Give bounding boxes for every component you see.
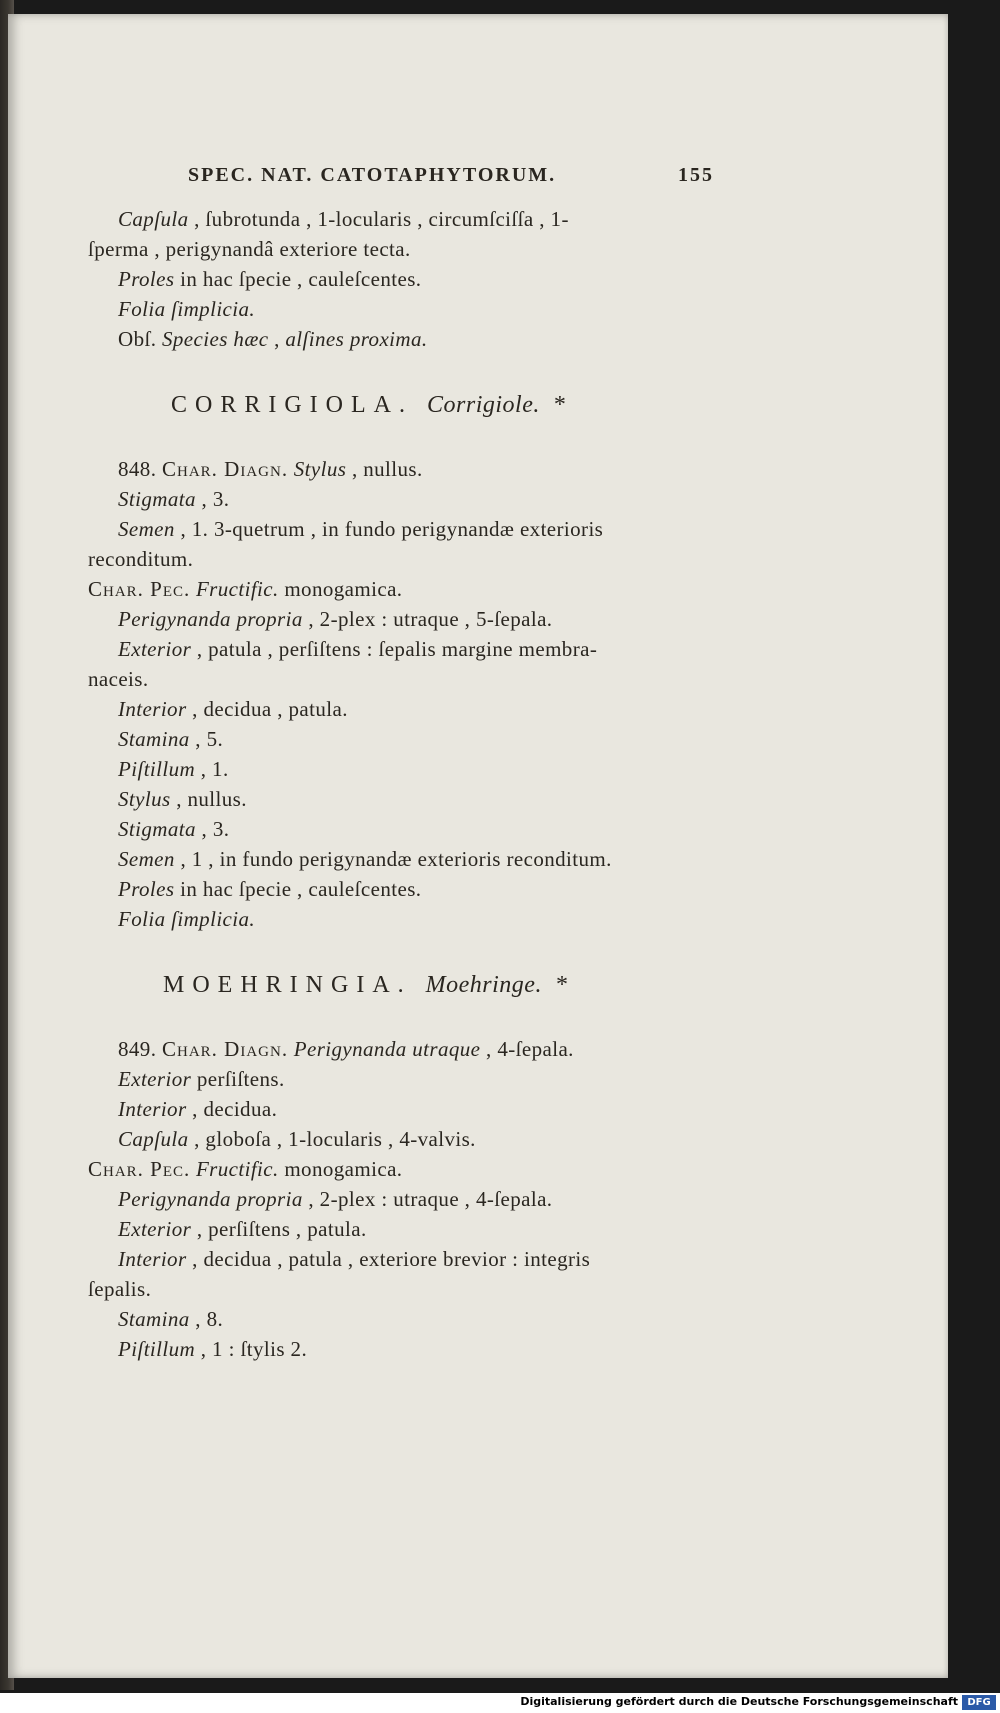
- text-line: [118, 1337, 307, 1362]
- italic-term: Folia ſimplicia.: [118, 297, 256, 321]
- text-line: [118, 697, 348, 722]
- text-segment: , 5.: [189, 727, 224, 751]
- text-segment: , 1.: [195, 757, 229, 781]
- digitization-footer: [0, 1693, 1000, 1713]
- text-segment: in hac ſpecie , cauleſcentes.: [174, 267, 422, 291]
- page-content: [8, 14, 948, 1678]
- book-page: [8, 14, 948, 1678]
- text-segment: , decidua , patula.: [186, 697, 348, 721]
- italic-term: Exterior: [118, 1067, 192, 1091]
- text-line: [118, 327, 428, 352]
- text-segment: , globoſa , 1-locularis , 4-valvis.: [188, 1127, 476, 1151]
- text-line: [118, 267, 421, 292]
- text-segment: monogamica.: [278, 1157, 403, 1181]
- italic-term: Stylus: [293, 457, 347, 481]
- italic-term: Proles: [118, 877, 175, 901]
- text-line: [118, 517, 603, 542]
- text-line: [118, 1097, 277, 1122]
- text-segment: , nullus.: [346, 457, 423, 481]
- text-segment: , patula , perſiſtens : ſepalis margine membra-: [191, 637, 598, 661]
- text-segment: , 3.: [195, 487, 230, 511]
- text-line: [118, 457, 423, 482]
- text-segment: , ſubrotunda , 1-locularis , circumſciſſa , 1-: [188, 207, 569, 231]
- text-segment: MOEHRINGIA.: [163, 972, 426, 998]
- text-line: [118, 787, 247, 812]
- text-line: [88, 547, 193, 572]
- text-line: [118, 817, 229, 842]
- text-line: [88, 667, 149, 692]
- italic-term: Capſula: [118, 207, 189, 231]
- text-segment: 849.: [118, 1037, 162, 1061]
- text-segment: , decidua.: [186, 1097, 278, 1121]
- text-segment: 848.: [118, 457, 162, 481]
- genus-heading: [163, 972, 576, 999]
- page-number-text: 155: [678, 164, 714, 186]
- italic-term: Fructific.: [195, 1157, 279, 1181]
- italic-term: Proles: [118, 267, 175, 291]
- italic-term: Exterior: [118, 637, 192, 661]
- italic-term: Semen: [118, 847, 175, 871]
- small-caps-term: Char. Pec.: [88, 577, 191, 601]
- text-line: [118, 907, 255, 932]
- text-segment: reconditum.: [88, 547, 194, 571]
- italic-term: Exterior: [118, 1217, 192, 1241]
- text-line: [88, 1157, 402, 1182]
- italic-term: Stylus: [118, 787, 171, 811]
- italic-term: Stigmata: [118, 487, 196, 511]
- text-line: [118, 1037, 574, 1062]
- italic-term: Species hæc: [162, 327, 269, 351]
- text-line: [88, 577, 402, 602]
- italic-term: Semen: [118, 517, 175, 541]
- text-segment: in hac ſpecie , cauleſcentes.: [174, 877, 422, 901]
- running-title: SPEC. NAT. CATOTAPHYTORUM.: [188, 164, 557, 186]
- text-segment: , nullus.: [170, 787, 247, 811]
- footer-credit: Digitalisierung gefördert durch die Deutsche Forschungsgemeinschaft: [520, 1695, 958, 1708]
- text-segment: Obſ.: [118, 327, 162, 351]
- italic-term: alſines proxima.: [285, 327, 428, 351]
- italic-term: Corrigiole.: [427, 392, 540, 418]
- text-segment: *: [541, 972, 576, 998]
- text-segment: , 2-plex : utraque , 5-ſepala.: [302, 607, 553, 631]
- text-segment: , perſiſtens , patula.: [191, 1217, 367, 1241]
- small-caps-term: Char. Diagn.: [162, 457, 289, 481]
- running-header: [188, 164, 556, 187]
- text-segment: , 8.: [189, 1307, 224, 1331]
- text-segment: perſiſtens.: [191, 1067, 285, 1091]
- text-segment: CORRIGIOLA.: [171, 392, 427, 418]
- italic-term: Perigynanda utraque: [293, 1037, 481, 1061]
- text-line: [118, 1127, 476, 1152]
- text-line: [118, 637, 597, 662]
- text-segment: , 1. 3-quetrum , in fundo perigynandæ exterioris: [174, 517, 604, 541]
- text-segment: , decidua , patula , exteriore brevior : integris: [186, 1247, 591, 1271]
- small-caps-term: Char. Diagn.: [162, 1037, 289, 1061]
- text-segment: ,: [268, 327, 286, 351]
- italic-term: Piſtillum: [118, 757, 196, 781]
- small-caps-term: Char. Pec.: [88, 1157, 191, 1181]
- text-line: [118, 757, 229, 782]
- italic-term: Interior: [118, 1097, 187, 1121]
- dfg-logo: DFG: [962, 1695, 996, 1710]
- text-segment: *: [539, 392, 574, 418]
- genus-heading: [171, 392, 574, 419]
- text-line: [118, 847, 612, 872]
- text-line: [118, 1307, 223, 1332]
- text-line: [118, 207, 569, 232]
- text-line: [118, 1217, 367, 1242]
- italic-term: Perigynanda propria: [118, 607, 303, 631]
- italic-term: Stamina: [118, 1307, 190, 1331]
- text-segment: , 2-plex : utraque , 4-ſepala.: [302, 1187, 553, 1211]
- text-segment: monogamica.: [278, 577, 403, 601]
- text-line: [118, 297, 255, 322]
- text-line: [118, 1247, 590, 1272]
- italic-term: Stamina: [118, 727, 190, 751]
- text-segment: , 3.: [195, 817, 230, 841]
- italic-term: Stigmata: [118, 817, 196, 841]
- italic-term: Piſtillum: [118, 1337, 196, 1361]
- text-segment: , 1 : ſtylis 2.: [195, 1337, 308, 1361]
- text-line: [88, 1277, 151, 1302]
- text-line: [118, 1067, 285, 1092]
- italic-term: Moehringe.: [425, 972, 542, 998]
- italic-term: Interior: [118, 1247, 187, 1271]
- text-line: [88, 237, 411, 262]
- text-line: [118, 727, 223, 752]
- italic-term: Fructific.: [195, 577, 279, 601]
- text-segment: , 1 , in fundo perigynandæ exterioris reconditum.: [174, 847, 612, 871]
- page-number: [678, 164, 714, 187]
- text-segment: , 4-ſepala.: [480, 1037, 574, 1061]
- italic-term: Perigynanda propria: [118, 1187, 303, 1211]
- text-segment: naceis.: [88, 667, 149, 691]
- italic-term: Interior: [118, 697, 187, 721]
- text-line: [118, 487, 229, 512]
- text-segment: ſperma , perigynandâ exteriore tecta.: [88, 237, 411, 261]
- italic-term: Capſula: [118, 1127, 189, 1151]
- italic-term: Folia ſimplicia.: [118, 907, 256, 931]
- text-line: [118, 877, 421, 902]
- text-segment: ſepalis.: [88, 1277, 152, 1301]
- text-line: [118, 1187, 552, 1212]
- text-line: [118, 607, 552, 632]
